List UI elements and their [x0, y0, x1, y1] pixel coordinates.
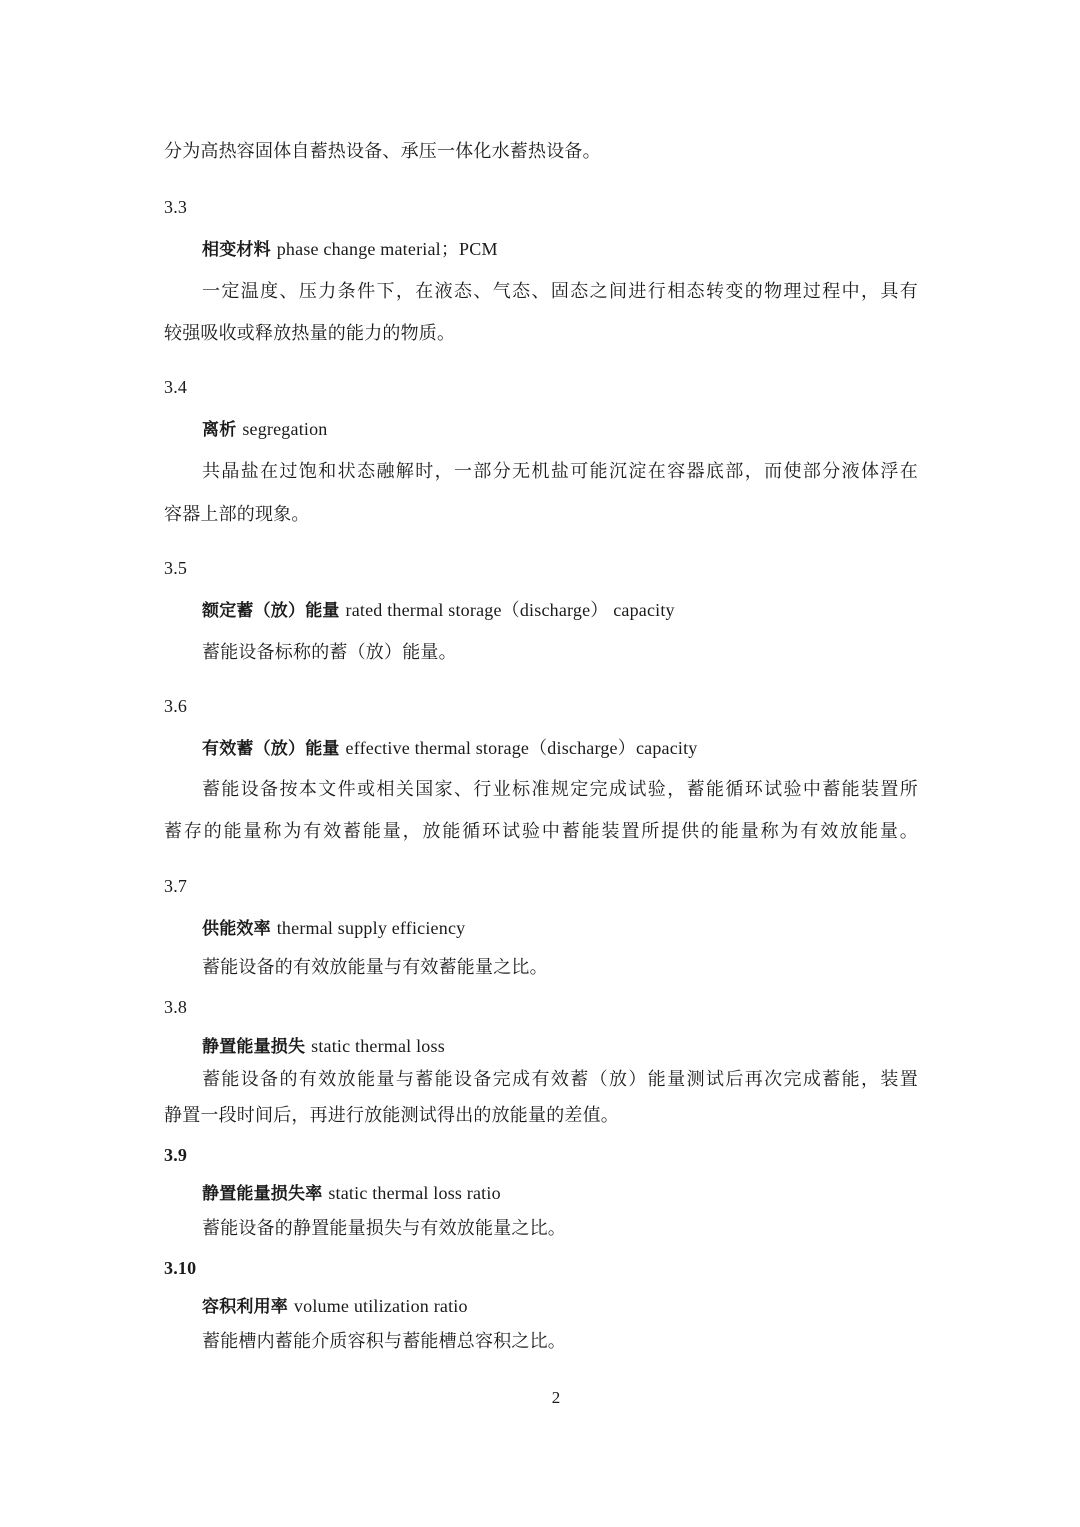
clause-number: 3.10 [164, 1258, 197, 1278]
term-heading [202, 1294, 468, 1319]
term-zh: 额定蓄（放）能量 [202, 601, 340, 621]
intro-line: 分为高热容固体自蓄热设备、承压一体化水蓄热设备。 [164, 141, 601, 162]
term-heading [202, 1181, 501, 1206]
term-heading [202, 598, 675, 623]
term-zh: 供能效率 [202, 919, 271, 939]
term-heading [202, 417, 328, 442]
definition-line: 蓄存的能量称为有效蓄能量，放能循环试验中蓄能装置所提供的能量称为有效放能量。 [164, 821, 918, 842]
definition-line: 共晶盐在过饱和状态融解时，一部分无机盐可能沉淀在容器底部，而使部分液体浮在 [202, 461, 918, 482]
clause-number: 3.9 [164, 1145, 188, 1165]
clause-number: 3.8 [164, 997, 188, 1017]
term-heading [202, 1034, 445, 1059]
definition-line: 蓄能槽内蓄能介质容积与蓄能槽总容积之比。 [202, 1331, 566, 1352]
term-zh: 有效蓄（放）能量 [202, 739, 340, 759]
definition-line: 静置一段时间后，再进行放能测试得出的放能量的差值。 [164, 1105, 619, 1126]
definition-line: 容器上部的现象。 [164, 504, 310, 525]
term-zh: 静置能量损失率 [202, 1184, 323, 1204]
definition-line: 蓄能设备的有效放能量与蓄能设备完成有效蓄（放）能量测试后再次完成蓄能，装置 [202, 1069, 918, 1090]
term-en: volume utilization ratio [293, 1296, 468, 1316]
definition-line: 一定温度、压力条件下，在液态、气态、固态之间进行相态转变的物理过程中，具有 [202, 281, 918, 302]
clause-number: 3.6 [164, 696, 188, 716]
definition-line: 蓄能设备的有效放能量与有效蓄能量之比。 [202, 957, 548, 978]
clause-number: 3.7 [164, 876, 188, 896]
definition-line: 蓄能设备标称的蓄（放）能量。 [202, 642, 457, 663]
term-en: rated thermal storage（discharge） capacity [345, 600, 675, 620]
definition-line: 蓄能设备按本文件或相关国家、行业标准规定完成试验，蓄能循环试验中蓄能装置所 [202, 779, 918, 800]
term-en: static thermal loss [311, 1036, 445, 1056]
term-zh: 容积利用率 [202, 1297, 288, 1317]
term-en: static thermal loss ratio [328, 1183, 501, 1203]
term-en: effective thermal storage（discharge）capacity [345, 738, 698, 758]
clause-number: 3.4 [164, 377, 188, 397]
clause-number: 3.5 [164, 558, 188, 578]
term-zh: 相变材料 [202, 240, 271, 260]
definition-line: 较强吸收或释放热量的能力的物质。 [164, 323, 456, 344]
page-number: 2 [551, 1388, 561, 1407]
definition-line: 蓄能设备的静置能量损失与有效放能量之比。 [202, 1218, 566, 1239]
term-en: segregation [242, 419, 328, 439]
clause-number: 3.3 [164, 197, 188, 217]
term-heading [202, 237, 498, 262]
term-heading [202, 916, 465, 941]
term-en: thermal supply efficiency [276, 918, 466, 938]
term-en: phase change material；PCM [276, 239, 498, 259]
term-zh: 静置能量损失 [202, 1037, 306, 1057]
term-zh: 离析 [202, 420, 237, 440]
term-heading [202, 736, 698, 761]
